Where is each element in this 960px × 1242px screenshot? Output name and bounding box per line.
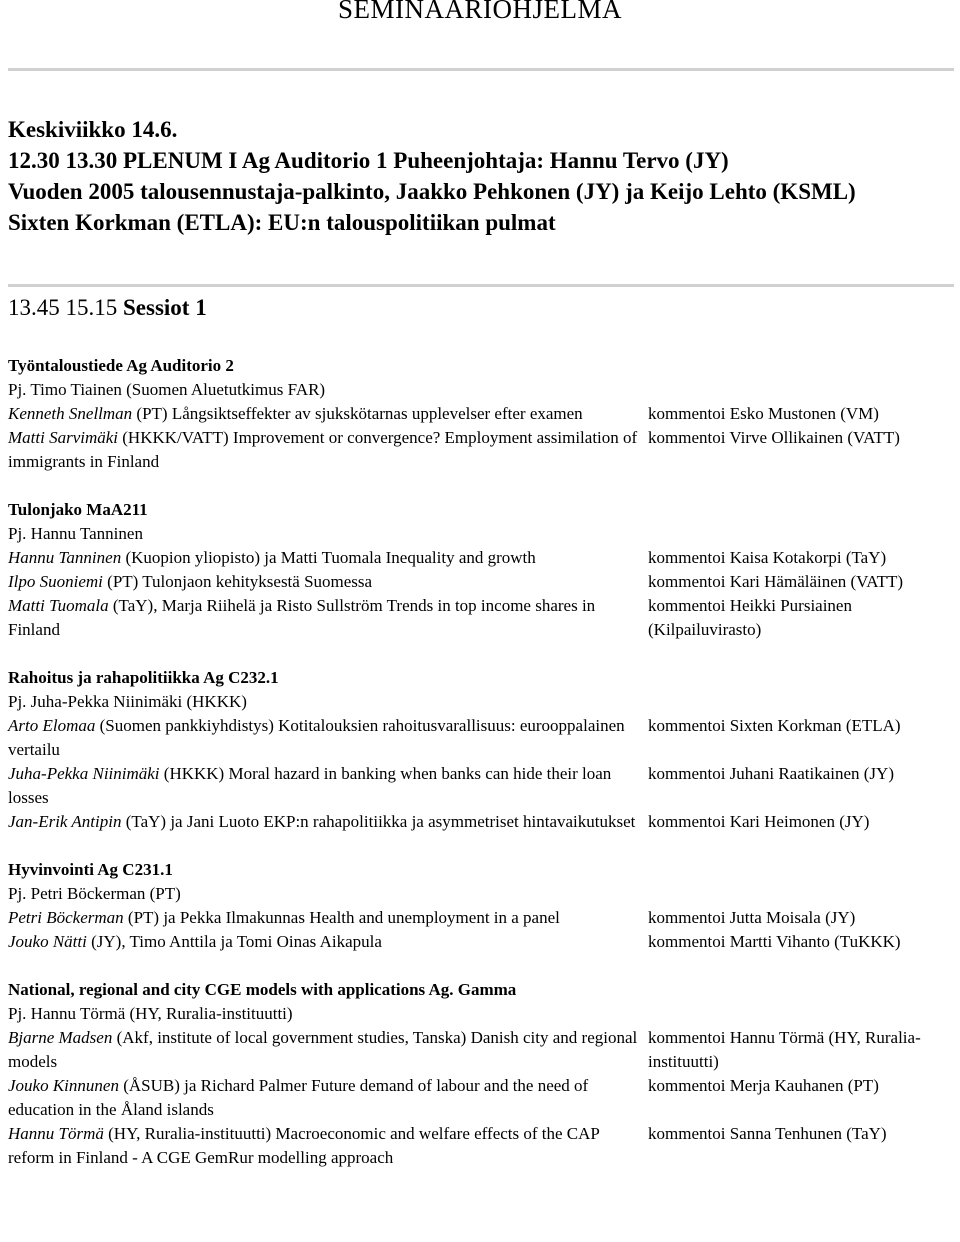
paper-title xyxy=(8,594,648,642)
paper-author: Bjarne Madsen xyxy=(8,1028,113,1047)
session-title: National, regional and city CGE models with applications Ag. Gamma xyxy=(8,980,517,999)
sessiot-time: 13.45 15.15 xyxy=(8,295,118,320)
session xyxy=(8,666,953,834)
session xyxy=(8,858,953,954)
paper-text: (HKKK/VATT) Improvement or convergence? Employment assimilation of immigrants in Finland xyxy=(8,428,638,471)
paper-commentator: kommentoi Virve Ollikainen (VATT) xyxy=(648,428,900,447)
paper-commentator: kommentoi Kari Heimonen (JY) xyxy=(648,812,870,831)
paper-author: Hannu Törmä xyxy=(8,1124,104,1143)
paper-title xyxy=(8,906,648,930)
plenum-block xyxy=(8,114,856,238)
session-title: Rahoitus ja rahapolitiikka Ag C232.1 xyxy=(8,668,279,687)
paper-title xyxy=(8,1026,648,1074)
paper-author: Ilpo Suoniemi xyxy=(8,572,103,591)
paper-title xyxy=(8,546,648,570)
session-title: Tulonjako MaA211 xyxy=(8,500,148,519)
paper-title xyxy=(8,426,648,474)
paper-commentator: kommentoi Kaisa Kotakorpi (TaY) xyxy=(648,548,887,567)
plenum-day: Keskiviikko 14.6. xyxy=(8,117,178,142)
paper-commentator: kommentoi Sixten Korkman (ETLA) xyxy=(648,716,901,735)
paper-title xyxy=(8,930,648,954)
paper-row xyxy=(8,594,953,642)
paper-row xyxy=(8,570,953,594)
paper-author: Jouko Kinnunen xyxy=(8,1076,119,1095)
paper-author: Matti Sarvimäki xyxy=(8,428,119,447)
paper-commentator: kommentoi Martti Vihanto (TuKKK) xyxy=(648,932,901,951)
paper-text: (TaY), Marja Riihelä ja Risto Sullström Trends in top income shares in Finland xyxy=(8,596,596,639)
paper-row xyxy=(8,762,953,810)
paper-title xyxy=(8,1122,648,1170)
paper-row xyxy=(8,1074,953,1122)
paper-commentator: kommentoi Hannu Törmä (HY, Ruralia-instituutti) xyxy=(648,1028,921,1071)
paper-row xyxy=(8,930,953,954)
paper-author: Petri Böckerman xyxy=(8,908,124,927)
paper-commentator: kommentoi Kari Hämäläinen (VATT) xyxy=(648,572,904,591)
session-chair: Pj. Juha-Pekka Niinimäki (HKKK) xyxy=(8,692,247,711)
paper-row xyxy=(8,546,953,570)
session-chair: Pj. Petri Böckerman (PT) xyxy=(8,884,181,903)
paper-commentator: kommentoi Sanna Tenhunen (TaY) xyxy=(648,1124,887,1143)
paper-text: (HKKK) Moral hazard in banking when banks can hide their loan losses xyxy=(8,764,612,807)
session-chair: Pj. Hannu Törmä (HY, Ruralia-instituutti) xyxy=(8,1004,293,1023)
session-chair: Pj. Hannu Tanninen xyxy=(8,524,143,543)
session xyxy=(8,354,953,474)
paper-row xyxy=(8,810,953,834)
paper-text: (PT) ja Pekka Ilmakunnas Health and unemployment in a panel xyxy=(123,908,560,927)
paper-author: Jouko Nätti xyxy=(8,932,87,951)
paper-text: (Suomen pankkiyhdistys) Kotitalouksien rahoitusvarallisuus: eurooppalainen vertailu xyxy=(8,716,625,759)
plenum-line-3: Sixten Korkman (ETLA): EU:n talouspolitiikan pulmat xyxy=(8,210,556,235)
paper-commentator: kommentoi Merja Kauhanen (PT) xyxy=(648,1076,879,1095)
paper-text: (JY), Timo Anttila ja Tomi Oinas Aikapula xyxy=(86,932,382,951)
paper-text: (ÅSUB) ja Richard Palmer Future demand of labour and the need of education in the Åland islands xyxy=(8,1076,589,1119)
session-title: Työntaloustiede Ag Auditorio 2 xyxy=(8,356,234,375)
paper-title xyxy=(8,762,648,810)
session-title: Hyvinvointi Ag C231.1 xyxy=(8,860,173,879)
paper-text: (TaY) ja Jani Luoto EKP:n rahapolitiikka ja asymmetriset hintavaikutukset xyxy=(121,812,636,831)
divider xyxy=(8,284,954,287)
plenum-line-1: 12.30 13.30 PLENUM I Ag Auditorio 1 Puheenjohtaja: Hannu Tervo (JY) xyxy=(8,148,729,173)
paper-title xyxy=(8,1074,648,1122)
session xyxy=(8,498,953,642)
sessiot-heading xyxy=(8,295,207,321)
paper-commentator: kommentoi Esko Mustonen (VM) xyxy=(648,404,879,423)
page-title: SEMINAARIOHJELMA xyxy=(338,0,622,24)
paper-author: Hannu Tanninen xyxy=(8,548,122,567)
session xyxy=(8,978,953,1170)
paper-author: Juha-Pekka Niinimäki xyxy=(8,764,160,783)
paper-commentator: kommentoi Juhani Raatikainen (JY) xyxy=(648,764,894,783)
paper-author: Jan-Erik Antipin xyxy=(8,812,122,831)
paper-row xyxy=(8,1122,953,1170)
sessiot-label: Sessiot 1 xyxy=(123,295,207,320)
paper-row xyxy=(8,426,953,474)
session-chair: Pj. Timo Tiainen (Suomen Aluetutkimus FAR) xyxy=(8,380,326,399)
paper-row xyxy=(8,906,953,930)
paper-title xyxy=(8,402,648,426)
paper-text: (Akf, institute of local government studies, Tanska) Danish city and regional models xyxy=(8,1028,638,1071)
plenum-line-2: Vuoden 2005 talousennustaja-palkinto, Jaakko Pehkonen (JY) ja Keijo Lehto (KSML) xyxy=(8,179,856,204)
paper-author: Matti Tuomala xyxy=(8,596,109,615)
paper-row xyxy=(8,1026,953,1074)
paper-row xyxy=(8,714,953,762)
paper-text: (HY, Ruralia-instituutti) Macroeconomic and welfare effects of the CAP reform in Finland - A CGE GemRur modelling approach xyxy=(8,1124,600,1167)
paper-title xyxy=(8,810,648,834)
sessions-list xyxy=(8,354,953,1194)
paper-title xyxy=(8,570,648,594)
paper-text: (PT) Långsiktseffekter av sjukskötarnas upplevelser efter examen xyxy=(132,404,583,423)
paper-text: (PT) Tulonjaon kehityksestä Suomessa xyxy=(102,572,373,591)
paper-text: (Kuopion yliopisto) ja Matti Tuomala Inequality and growth xyxy=(121,548,536,567)
divider xyxy=(8,68,954,71)
paper-commentator: kommentoi Heikki Pursiainen (Kilpailuvirasto) xyxy=(648,596,852,639)
paper-row xyxy=(8,402,953,426)
paper-author: Arto Elomaa xyxy=(8,716,96,735)
paper-commentator: kommentoi Jutta Moisala (JY) xyxy=(648,908,856,927)
paper-title xyxy=(8,714,648,762)
paper-author: Kenneth Snellman xyxy=(8,404,133,423)
